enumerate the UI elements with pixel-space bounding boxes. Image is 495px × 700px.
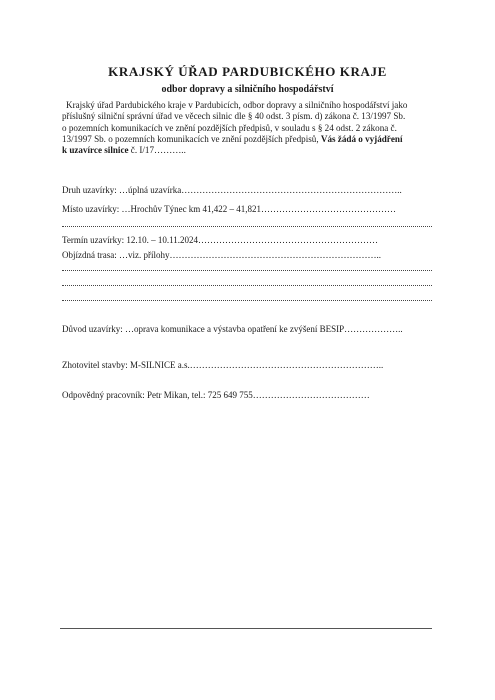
intro-line-5: [62, 145, 447, 156]
detour-route-field: Objízdná trasa: …viz. přílohy……………………………………………………………..: [62, 250, 381, 260]
closure-reason-field: Důvod uzavírky: …oprava komunikace a výstavba opatření ke zvýšení BESIP………………..: [62, 324, 403, 334]
intro-line-4: [62, 134, 447, 145]
blank-dotted-line: [62, 270, 432, 271]
department-subtitle: odbor dopravy a silničního hospodářství: [161, 84, 334, 95]
intro-road-bold: k uzavírce silnice: [62, 145, 129, 156]
closure-term-field: Termín uzavírky: 12.10. – 10.11.2024……………………………………………………: [62, 235, 379, 245]
intro-line-4-text: 13/1997 Sb. o pozemních komunikacích ve znění pozdějších předpisů,: [62, 133, 321, 144]
intro-line-2: příslušný silniční správní úřad ve věcech silnic dle § 40 odst. 3 písm. d) zákona č. 13/1997 Sb.: [62, 111, 406, 122]
intro-line-1: Krajský úřad Pardubického kraje v Pardubicích, odbor dopravy a silničního hospodářství jako: [66, 100, 408, 110]
intro-road-number: č. I/17………..: [128, 145, 186, 156]
responsible-person-field: Odpovědný pracovník: Petr Mikan, tel.: 725 649 755…………………………………: [62, 390, 370, 400]
blank-dotted-line: [62, 226, 432, 227]
intro-line-3: o pozemních komunikacích ve znění pozdějších předpisů, v souladu s § 24 odst. 2 zákona č.: [62, 122, 397, 133]
intro-paragraph: [62, 100, 447, 156]
office-title: KRAJSKÝ ÚŘAD PARDUBICKÉHO KRAJE: [108, 64, 387, 79]
closure-location-field: Místo uzavírky: …Hrochův Týnec km 41,422 – 41,821………………………………………: [62, 204, 397, 214]
footer-rule: [60, 628, 432, 629]
intro-request-bold: Vás žádá o vyjádření: [320, 133, 403, 144]
blank-dotted-line: [62, 285, 432, 286]
contractor-field: Zhotovitel stavby: M-SILNICE a.s.………………………………………………………..: [62, 360, 384, 370]
blank-dotted-line: [62, 300, 432, 301]
closure-type-field: Druh uzavírky: …úplná uzavírka………………………………………………………………..: [62, 185, 402, 195]
